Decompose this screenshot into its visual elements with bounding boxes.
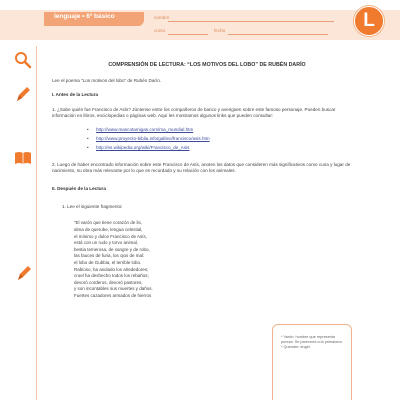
book-icon [13, 148, 33, 168]
poem-line: alma de querube, lengua celestial, [74, 227, 143, 233]
page-header [0, 0, 400, 46]
badge-letter: L [363, 10, 375, 31]
magnifier-icon [13, 50, 33, 70]
poem-line: el mínimo y dulce Francisco de Asís, [74, 233, 148, 239]
poem-line: devoró corderos, devoró pastores, [74, 279, 143, 285]
poem-line: Rabioso, ha asolado los alrededores; [74, 266, 149, 272]
question-2: 2. Luego de haber encontrado información sobre este Francisco de Asís, anoten los datos que consideren más significativos como cuna y lugar de nacimiento, su obra más relevante por lo que es recordado y su relación con los animales. [52, 161, 351, 173]
name-label: nombre [154, 15, 170, 20]
pencil-icon [13, 264, 33, 284]
section-2-heading: II. Después de la Lectura [52, 186, 106, 192]
poem-line: las fauces de furia, los ojos de mal: [74, 253, 145, 259]
sidebar [0, 46, 46, 400]
poem-line: está con un rudo y torvo animal, [74, 240, 139, 246]
worksheet-title: COMPRENSIÓN DE LECTURA: “LOS MOTIVOS DEL LOBO” DE RUBÉN DARÍO [108, 62, 306, 68]
glossary-note: * Varón: hombre que representa pureza. Se parecería a la primavera. * Querube: ángel. [272, 324, 352, 400]
poem-line: Fuertes cazadores armados de hierros [74, 292, 152, 298]
course-field[interactable] [154, 27, 214, 36]
reference-link[interactable]: • http://www.mascotamigas.com/ma_mundial.htm [96, 127, 352, 133]
poem-fragment [74, 220, 204, 299]
poem-line: cruel ha deshecho todos los rebaños; [74, 273, 149, 279]
pen-icon [13, 84, 33, 104]
reference-link[interactable]: • http://www.proyecto-biblia.info/galileo/francisco/asis.htm [96, 136, 352, 142]
post-reading-item-1: 1. Lee el siguiente fragmento: [62, 204, 123, 210]
subject-badge [354, 6, 384, 36]
question-1: 1. ¿Sabe quién fue Francisco de Asís? Júntense entre los compañeros de banco y averigüen sobre este famoso personaje. Pueden buscar información en libros, enciclopedias o páginas web. Aquí les mostramos algunos links que pueden consultar: [52, 106, 336, 118]
poem-line: y son incontables sus muertes y daños. [74, 286, 153, 292]
reference-links [96, 127, 352, 152]
poem-line: el lobo de Gubbia, el terrible lobo. [74, 260, 142, 265]
subject-label: lenguaje • 6º básico [54, 13, 115, 20]
poem-line: bestia temerosa, de sangre y de robo, [74, 246, 150, 252]
sidebar-divider [36, 46, 37, 400]
poem-line: “El varón que tiene corazón de lis, [74, 220, 143, 226]
section-1-heading: I. Antes de la Lectura [52, 92, 99, 98]
intro-text: Lee el poema “Los motivos del lobo” de Rubén Darío. [52, 78, 162, 84]
date-field[interactable] [214, 27, 334, 36]
course-label: curso [154, 28, 166, 33]
date-label: fecha [214, 28, 226, 33]
worksheet-body [52, 62, 352, 300]
name-field[interactable] [154, 14, 334, 23]
reference-link[interactable]: • http://es.wikipedia.org/wiki/Francisco_de_Asis [96, 145, 352, 151]
